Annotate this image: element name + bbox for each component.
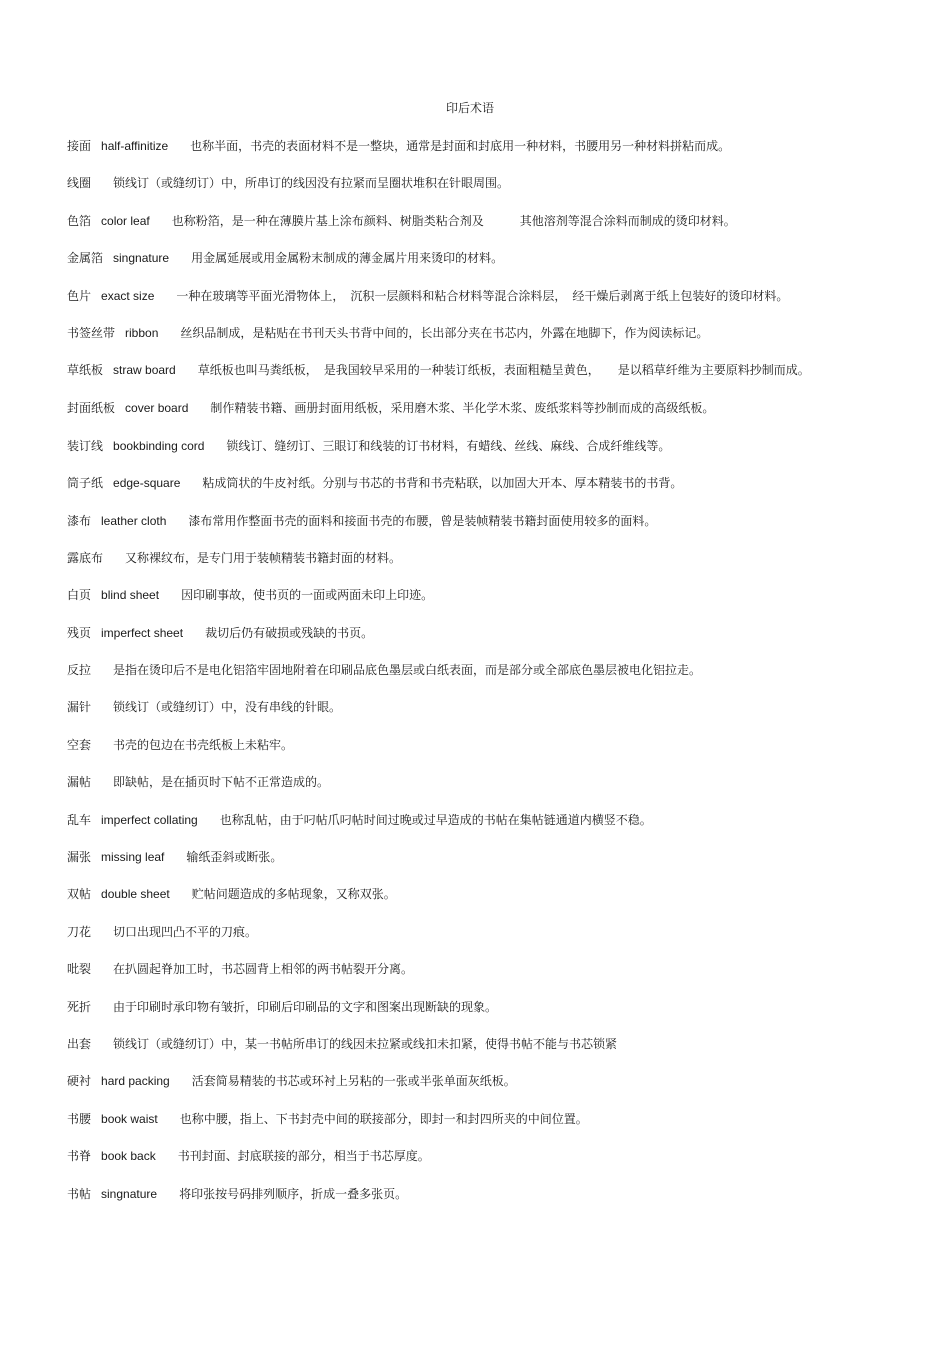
entry-english-term: cover board	[125, 401, 189, 416]
glossary-entry	[67, 1072, 867, 1090]
entry-definition: 贮帖问题造成的多帖现象，又称双张。	[191, 887, 396, 902]
entry-definition: 锁线订（或缝纫订）中，没有串线的针眼。	[113, 700, 342, 715]
entry-definition: 书壳的包边在书壳纸板上未粘牢。	[113, 737, 294, 752]
entry-term: 色片	[67, 288, 92, 303]
entry-definition: 也称中腰，指上、下书封壳中间的联接部分，即封一和封四所夹的中间位置。	[179, 1111, 588, 1126]
entry-english-term: ribbon	[125, 325, 159, 340]
glossary-entry	[67, 661, 867, 679]
glossary-entry	[67, 287, 867, 305]
glossary-entry	[67, 1185, 867, 1203]
entry-term: 死折	[67, 999, 92, 1014]
entry-term: 书脊	[67, 1149, 92, 1164]
entry-definition: 因印刷事故，使书页的一面或两面未印上印迹。	[181, 588, 434, 603]
entry-term: 刀花	[67, 924, 92, 939]
entry-term: 漏张	[67, 850, 92, 865]
entry-definition: 切口出现凹凸不平的刀痕。	[113, 924, 258, 939]
entry-definition: 用金属延展或用金属粉末制成的薄金属片用来烫印的材料。	[191, 251, 504, 266]
entry-term: 筒子纸	[67, 476, 104, 491]
glossary-entry	[67, 848, 867, 866]
entry-term: 空套	[67, 737, 92, 752]
entry-english-term: missing leaf	[101, 850, 165, 865]
entry-english-term: blind sheet	[101, 588, 160, 603]
entry-term: 出套	[67, 1036, 92, 1051]
entry-term: 残页	[67, 625, 92, 640]
document-title: 印后术语	[445, 101, 494, 115]
entry-definition: 将印张按号码排列顺序，折成一叠多张页。	[179, 1186, 408, 1201]
entry-definition: 也称乱帖，由于叼帖爪叼帖时间过晚或过早造成的书帖在集帖链通道内横竖不稳。	[219, 812, 652, 827]
entry-definition: 又称裸纹布，是专门用于装帧精装书籍封面的材料。	[125, 550, 402, 565]
entry-term: 书签丝带	[67, 325, 116, 340]
entry-english-term: edge-square	[113, 476, 181, 491]
entry-term: 漆布	[67, 513, 92, 528]
entry-english-term: leather cloth	[101, 513, 167, 528]
glossary-entry	[67, 512, 867, 530]
entry-english-term: color leaf	[101, 213, 150, 228]
entry-term: 装订线	[67, 438, 104, 453]
glossary-entry	[67, 212, 867, 230]
entry-term: 封面纸板	[67, 401, 116, 416]
glossary-entry	[67, 1035, 867, 1053]
entry-term: 乱车	[67, 812, 92, 827]
entry-definition: 活套简易精装的书芯或环衬上另粘的一张或半张单面灰纸板。	[191, 1074, 516, 1089]
entry-term: 接面	[67, 139, 92, 153]
entry-english-term: exact size	[101, 288, 155, 303]
glossary-entry	[67, 960, 867, 978]
entry-term: 硬衬	[67, 1074, 92, 1089]
glossary-entry	[67, 624, 867, 642]
entry-definition: 书刊封面、封底联接的部分，相当于书芯厚度。	[177, 1149, 430, 1164]
entry-definition: 即缺帖，是在插页时下帖不正常造成的。	[113, 775, 330, 790]
glossary-entry	[67, 249, 867, 267]
glossary-entry	[67, 773, 867, 791]
entry-definition: 制作精装书籍、画册封面用纸板，采用磨木浆、半化学木浆、废纸浆料等抄制而成的高级纸板。	[210, 401, 715, 416]
glossary-entry	[67, 923, 867, 941]
entry-english-term: bookbinding cord	[113, 438, 205, 453]
entry-definition: 丝织品制成，是粘贴在书刊天头书背中间的，长出部分夹在书芯内，外露在地脚下，作为阅读标记。	[180, 325, 709, 340]
entry-definition: 粘成筒状的牛皮衬纸。分别与书芯的书背和书壳粘联，以加固大开本、厚本精装书的书背。	[202, 476, 683, 491]
glossary-entry	[67, 698, 867, 716]
glossary-entry	[67, 998, 867, 1016]
entry-term: 草纸板	[67, 363, 104, 378]
entry-english-term: singnature	[113, 251, 170, 266]
entry-term: 书帖	[67, 1186, 92, 1201]
glossary-entry	[67, 885, 867, 903]
entry-term: 漏帖	[67, 775, 92, 790]
entry-term: 色箔	[67, 213, 92, 228]
glossary-entry	[67, 474, 867, 492]
entry-definition: 锁线订（或缝纫订）中，所串订的线因没有拉紧而呈圈状堆积在针眼周围。	[113, 176, 510, 191]
entry-term: 白页	[67, 588, 92, 603]
entry-english-term: straw board	[113, 363, 176, 378]
entry-term: 吡裂	[67, 962, 92, 977]
entry-term: 线圈	[67, 176, 92, 191]
entry-term: 露底布	[67, 550, 104, 565]
entry-english-term: book waist	[101, 1111, 158, 1126]
entry-definition: 也称粉箔，是一种在薄膜片基上涂布颜料、树脂类粘合剂及 其他溶剂等混合涂料而制成的烫印材料。	[171, 213, 736, 228]
entry-term: 漏针	[67, 700, 92, 715]
entry-term: 双帖	[67, 887, 92, 902]
entry-english-term: double sheet	[101, 887, 170, 902]
entry-definition: 漆布常用作整面书壳的面料和接面书壳的布腰，曾是装帧精装书籍封面使用较多的面料。	[188, 513, 657, 528]
entry-term: 金属箔	[67, 251, 104, 266]
entry-definition: 锁线订、缝纫订、三眼订和线装的订书材料，有蜡线、丝线、麻线、合成纤维线等。	[226, 438, 671, 453]
entry-english-term: half-affinitize	[101, 139, 169, 153]
entry-definition: 锁线订（或缝纫订）中，某一书帖所串订的线因未拉紧或线扣未扣紧，使得书帖不能与书芯锁紧	[113, 1036, 618, 1051]
entry-english-term: singnature	[101, 1186, 158, 1201]
entry-english-term: hard packing	[101, 1074, 170, 1089]
entry-definition: 裁切后仍有破损或残缺的书页。	[205, 625, 374, 640]
glossary-entry	[67, 174, 867, 192]
entry-english-term: imperfect collating	[101, 812, 198, 827]
glossary-entry	[67, 137, 867, 155]
entry-english-term: book back	[101, 1149, 156, 1164]
glossary-entry	[67, 399, 867, 417]
glossary-entry	[67, 586, 867, 604]
entry-definition: 也称半面，书壳的表面材料不是一整块，通常是封面和封底用一种材料，书腰用另一种材料拼粘而成。	[190, 139, 731, 153]
entry-definition: 在扒圆起脊加工时，书芯圆背上相邻的两书帖裂开分离。	[113, 962, 414, 977]
entry-definition: 草纸板也叫马粪纸板， 是我国较早采用的一种装订纸板，表面粗糙呈黄色， 是以稻草纤维为主要原料抄制而成。	[197, 363, 810, 378]
entry-term: 书腰	[67, 1111, 92, 1126]
entry-definition: 输纸歪斜或断张。	[186, 850, 283, 865]
glossary-entry	[67, 324, 867, 342]
glossary-entry	[67, 811, 867, 829]
glossary-entry	[67, 437, 867, 455]
entry-definition: 由于印刷时承印物有皱折，印刷后印刷品的文字和图案出现断缺的现象。	[113, 999, 498, 1014]
glossary-entry	[67, 1110, 867, 1128]
entry-definition: 一种在玻璃等平面光滑物体上， 沉积一层颜料和粘合材料等混合涂料层， 经干燥后剥离于纸上包装好的烫印材料。	[176, 288, 789, 303]
glossary-list	[67, 137, 867, 1222]
entry-term: 反拉	[67, 663, 92, 678]
glossary-entry	[67, 549, 867, 567]
entry-english-term: imperfect sheet	[101, 625, 184, 640]
glossary-entry	[67, 736, 867, 754]
glossary-entry	[67, 352, 867, 389]
entry-definition: 是指在烫印后不是电化铝箔牢固地附着在印刷品底色墨层或白纸表面，而是部分或全部底色墨层被电化铝拉走。	[113, 663, 702, 678]
glossary-entry	[67, 1147, 867, 1165]
